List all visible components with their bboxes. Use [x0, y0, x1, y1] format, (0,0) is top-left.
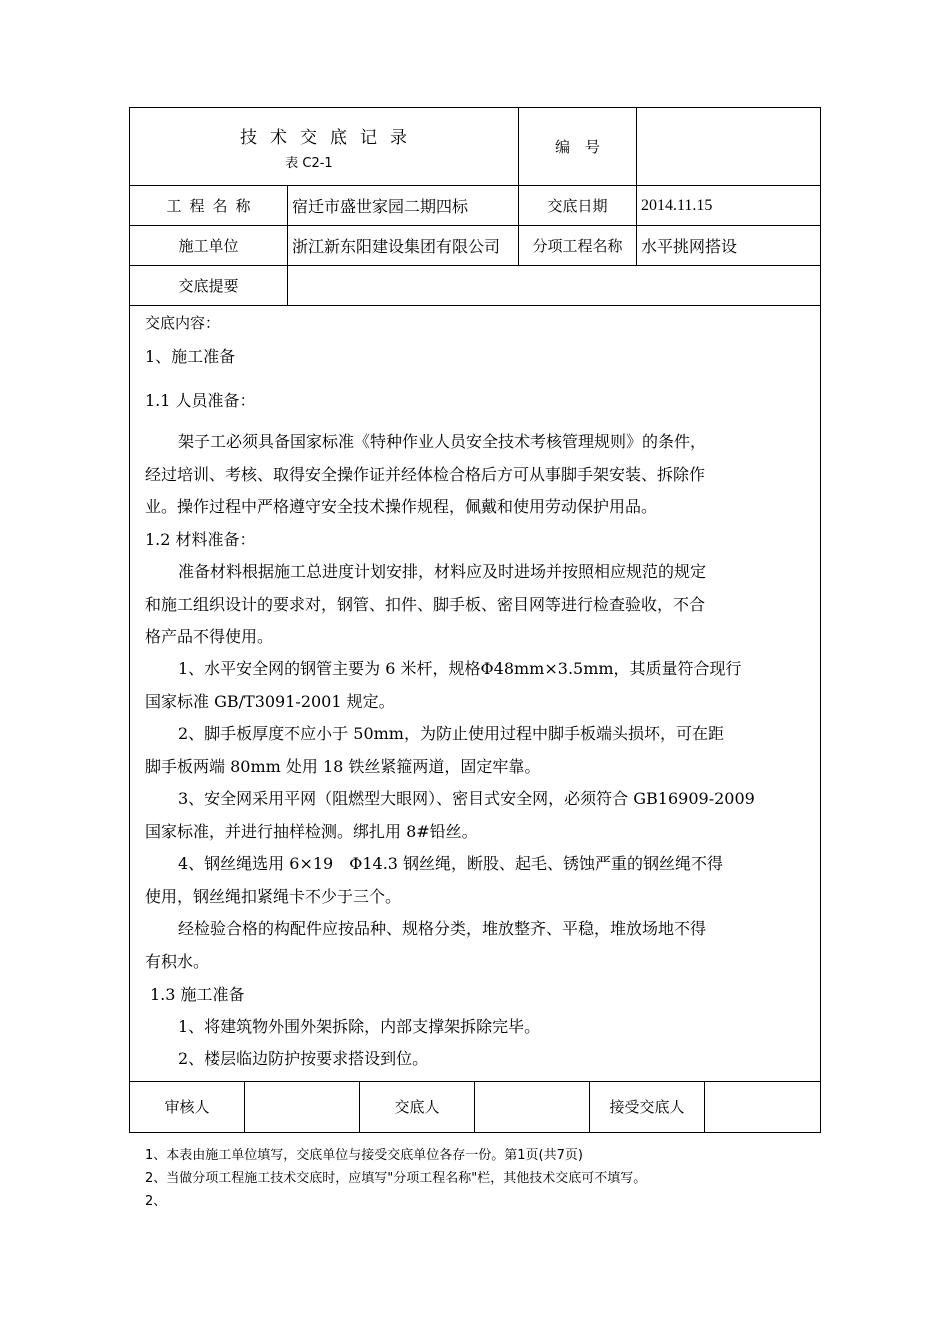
contractor-field[interactable]: 浙江新东阳建设集团有限公司 [288, 226, 519, 266]
list-item-line: 国家标准 GB/T3091-2001 规定。 [145, 692, 395, 711]
paragraph-line: 经过培训、考核、取得安全操作证并经体检合格后方可从事脚手架安装、拆除作 [145, 465, 706, 484]
number-label: 编 号 [519, 108, 637, 186]
footnote: 2、 [145, 1194, 167, 1209]
reviewer-field[interactable] [245, 1081, 360, 1132]
paragraph-line: 格产品不得使用。 [145, 627, 274, 646]
paragraph-line: 有积水。 [145, 952, 210, 971]
paragraph-line: 和施工组织设计的要求对，钢管、扣件、脚手板、密目网等进行检查验收，不合 [145, 595, 706, 614]
form-code: 表 C2-1 [285, 155, 333, 171]
project-name-label: 工程名称 [130, 186, 288, 226]
date-field[interactable]: 2014.11.15 [637, 186, 821, 226]
list-item-line: 2、脚手板厚度不应小于 50mm，为防止使用过程中脚手板端头损坏，可在距 [178, 724, 724, 743]
summary-field[interactable] [288, 266, 821, 306]
number-field[interactable] [637, 108, 821, 186]
content-intro: 交底内容： [145, 314, 221, 332]
paragraph-line: 业。操作过程中严格遵守安全技术操作规程，佩戴和使用劳动保护用品。 [145, 497, 658, 516]
list-item-line: 脚手板两端 80mm 处用 18 铁丝紧箍两道，固定牢靠。 [145, 757, 541, 776]
contractor-label: 施工单位 [130, 226, 288, 266]
content-cell [130, 306, 821, 1082]
date-label: 交底日期 [519, 186, 637, 226]
receiver-field[interactable] [705, 1081, 821, 1132]
discloser-label: 交底人 [360, 1081, 475, 1132]
disclosure-record-form [129, 107, 820, 1133]
footnotes [145, 1144, 646, 1213]
subsection-heading: 1.3 施工准备 [150, 985, 245, 1004]
footnote: 2、当做分项工程施工技术交底时，应填写"分项工程名称"栏，其他技术交底可不填写。 [145, 1171, 647, 1186]
subproject-field[interactable]: 水平挑网搭设 [637, 226, 821, 266]
paragraph-line: 经检验合格的构配件应按品种、规格分类，堆放整齐、平稳，堆放场地不得 [178, 919, 707, 938]
footnote: 1、本表由施工单位填写，交底单位与接受交底单位各存一份。第1页(共7页) [145, 1148, 583, 1163]
section-heading: 1、施工准备 [145, 347, 236, 366]
list-item-line: 4、钢丝绳选用 6×19 Φ14.3 钢丝绳，断股、起毛、锈蚀严重的钢丝绳不得 [178, 854, 724, 873]
disclosure-content [130, 306, 820, 1081]
header-table [129, 107, 821, 1082]
summary-label: 交底提要 [130, 266, 288, 306]
list-item-line: 2、楼层临边防护按要求搭设到位。 [178, 1049, 429, 1068]
list-item-line: 国家标准，并进行抽样检测。绑扎用 8#铅丝。 [145, 822, 478, 841]
subproject-label: 分项工程名称 [519, 226, 637, 266]
form-title: 技术交底记录 [240, 127, 420, 148]
paragraph-line: 架子工必须具备国家标准《特种作业人员安全技术考核管理规则》的条件， [178, 432, 707, 451]
discloser-field[interactable] [475, 1081, 590, 1132]
signature-table [129, 1081, 821, 1133]
subsection-heading: 1.2 材料准备： [145, 530, 256, 549]
paragraph-line: 准备材料根据施工总进度计划安排，材料应及时进场并按照相应规范的规定 [178, 562, 707, 581]
project-name-field[interactable]: 宿迁市盛世家园二期四标 [288, 186, 519, 226]
list-item-line: 1、水平安全网的钢管主要为 6 米杆，规格Φ48mm×3.5mm，其质量符合现行 [178, 659, 742, 678]
list-item-line: 3、安全网采用平网（阻燃型大眼网）、密目式安全网，必须符合 GB16909-2009 [178, 789, 755, 808]
subsection-heading: 1.1 人员准备： [145, 391, 256, 410]
title-cell [130, 108, 519, 186]
list-item-line: 1、将建筑物外围外架拆除，内部支撑架拆除完毕。 [178, 1017, 541, 1036]
receiver-label: 接受交底人 [590, 1081, 705, 1132]
reviewer-label: 审核人 [130, 1081, 245, 1132]
list-item-line: 使用，钢丝绳扣紧绳卡不少于三个。 [145, 887, 402, 906]
